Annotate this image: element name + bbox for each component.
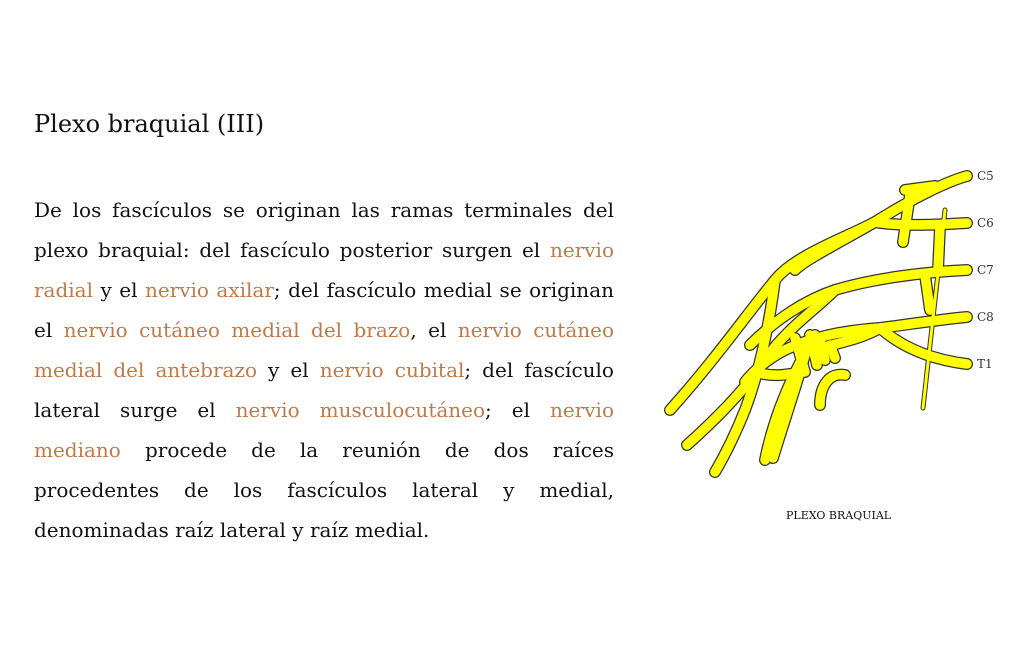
paragraph-text: y el (257, 358, 320, 382)
paragraph-text: ; el (485, 398, 550, 422)
paragraph-text: ; del fascículo medial se originan el (34, 278, 614, 342)
brachial-plexus-figure (655, 160, 1005, 530)
root-label-c5: C5 (977, 169, 994, 183)
brachial-plexus-illustration (655, 160, 1005, 530)
root-label-c8: C8 (977, 310, 994, 324)
nerve-term: nervio cubital (319, 358, 465, 382)
page-title: Plexo braquial (III) (34, 110, 265, 138)
nerve-term: nervio musculocutáneo (235, 398, 486, 422)
paragraph-text: ; del fascículo lateral surge el (34, 358, 614, 422)
paragraph-text: De los fascículos se originan las ramas terminales del plexo braquial: del fascículo posterior surgen el (34, 198, 614, 262)
root-label-c7: C7 (977, 263, 994, 277)
paragraph-text: , el (410, 318, 458, 342)
paragraph-text: y el (93, 278, 145, 302)
nerve-term: nervio mediano (34, 398, 614, 462)
root-label-c6: C6 (977, 216, 994, 230)
nerve-term: nervio radial (34, 238, 614, 302)
nerve-term: nervio axilar (144, 278, 274, 302)
paragraph-text: procede de la reunión de dos raíces procedentes de los fascículos lateral y medial, denominadas raíz lateral y raíz medial. (34, 438, 614, 542)
nerve-term: nervio cutáneo medial del antebrazo (34, 318, 615, 382)
nerve-term: nervio cutáneo medial del brazo (63, 318, 411, 342)
figure-caption: PLEXO BRAQUIAL (786, 509, 892, 522)
root-label-t1: T1 (977, 357, 993, 371)
body-paragraph (34, 190, 614, 550)
nerve-fill (670, 176, 967, 472)
